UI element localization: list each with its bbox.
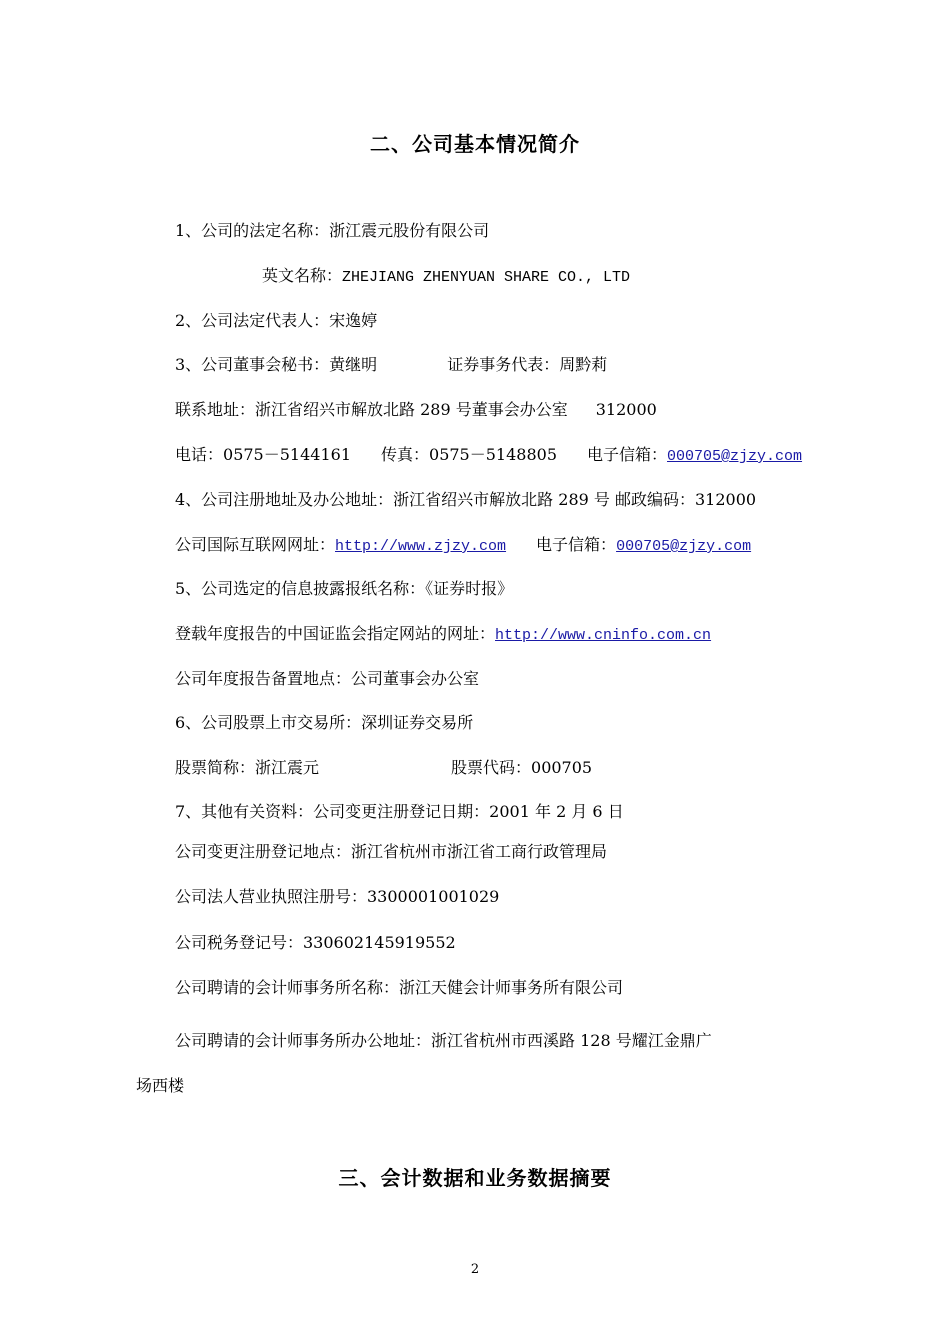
registered-address: 4、公司注册地址及办公地址：浙江省绍兴市解放北路 289 号 邮政编码：312000 [175, 490, 757, 509]
contact-numbers-line [175, 444, 802, 468]
english-name-line [262, 265, 630, 289]
securities-representative: 证券事务代表：周黔莉 [447, 355, 608, 374]
english-name: ZHEJIANG ZHENYUAN SHARE CO., LTD [342, 269, 631, 286]
page-number: 2 [470, 1262, 480, 1277]
csrc-website-label: 登载年度报告的中国证监会指定网站的网址： [175, 624, 496, 643]
disclosure-newspaper: 5、公司选定的信息披露报纸名称：《证券时报》 [175, 579, 514, 598]
legal-representative: 2、公司法定代表人：宋逸婷 [175, 311, 378, 330]
csrc-website-line [175, 623, 711, 647]
website-line [175, 534, 751, 558]
email2-label: 电子信箱： [536, 535, 617, 554]
registration-change-place: 公司变更注册登记地点：浙江省杭州市浙江省工商行政管理局 [175, 842, 608, 861]
stock-line [175, 757, 592, 779]
website-link[interactable]: http://www.zjzy.com [335, 538, 507, 555]
stock-exchange: 6、公司股票上市交易所：深圳证券交易所 [175, 713, 474, 732]
email2-link[interactable]: 000705@zjzy.com [616, 538, 752, 555]
fax-number: 0575－5148805 [429, 445, 557, 464]
email-link[interactable]: 000705@zjzy.com [667, 448, 803, 465]
contact-postcode: 312000 [595, 400, 657, 419]
accounting-firm-address: 公司聘请的会计师事务所办公地址：浙江省杭州市西溪路 128 号耀江金鼎广 [175, 1031, 712, 1050]
board-secretary: 3、公司董事会秘书：黄继明 [175, 355, 378, 374]
contact-address: 联系地址：浙江省绍兴市解放北路 289 号董事会办公室 [175, 400, 568, 419]
email-label: 电子信箱： [587, 445, 668, 464]
website-label: 公司国际互联网网址： [175, 535, 336, 554]
secretary-line [175, 354, 607, 376]
section-heading-accounting-data: 三、会计数据和业务数据摘要 [338, 1166, 612, 1190]
accounting-firm-address-cont: 场西楼 [136, 1076, 185, 1095]
other-info: 7、其他有关资料：公司变更注册登记日期：2001 年 2 月 6 日 [175, 802, 624, 821]
csrc-website-link[interactable]: http://www.cninfo.com.cn [495, 627, 712, 644]
report-location: 公司年度报告备置地点：公司董事会办公室 [175, 669, 480, 688]
fax-label: 传真： [381, 445, 430, 464]
section-heading-company-profile: 二、公司基本情况简介 [370, 132, 580, 156]
stock-abbreviation: 股票简称：浙江震元 [175, 758, 320, 777]
contact-address-line [175, 399, 657, 421]
phone-label: 电话： [175, 445, 224, 464]
phone-number: 0575－5144161 [223, 445, 351, 464]
legal-name: 1、公司的法定名称：浙江震元股份有限公司 [175, 221, 490, 240]
business-license-number: 公司法人营业执照注册号：3300001001029 [175, 887, 500, 906]
tax-registration-number: 公司税务登记号：330602145919552 [175, 933, 456, 952]
english-name-label: 英文名称： [262, 266, 343, 285]
stock-code: 股票代码：000705 [451, 758, 593, 777]
accounting-firm-name: 公司聘请的会计师事务所名称：浙江天健会计师事务所有限公司 [175, 978, 624, 997]
